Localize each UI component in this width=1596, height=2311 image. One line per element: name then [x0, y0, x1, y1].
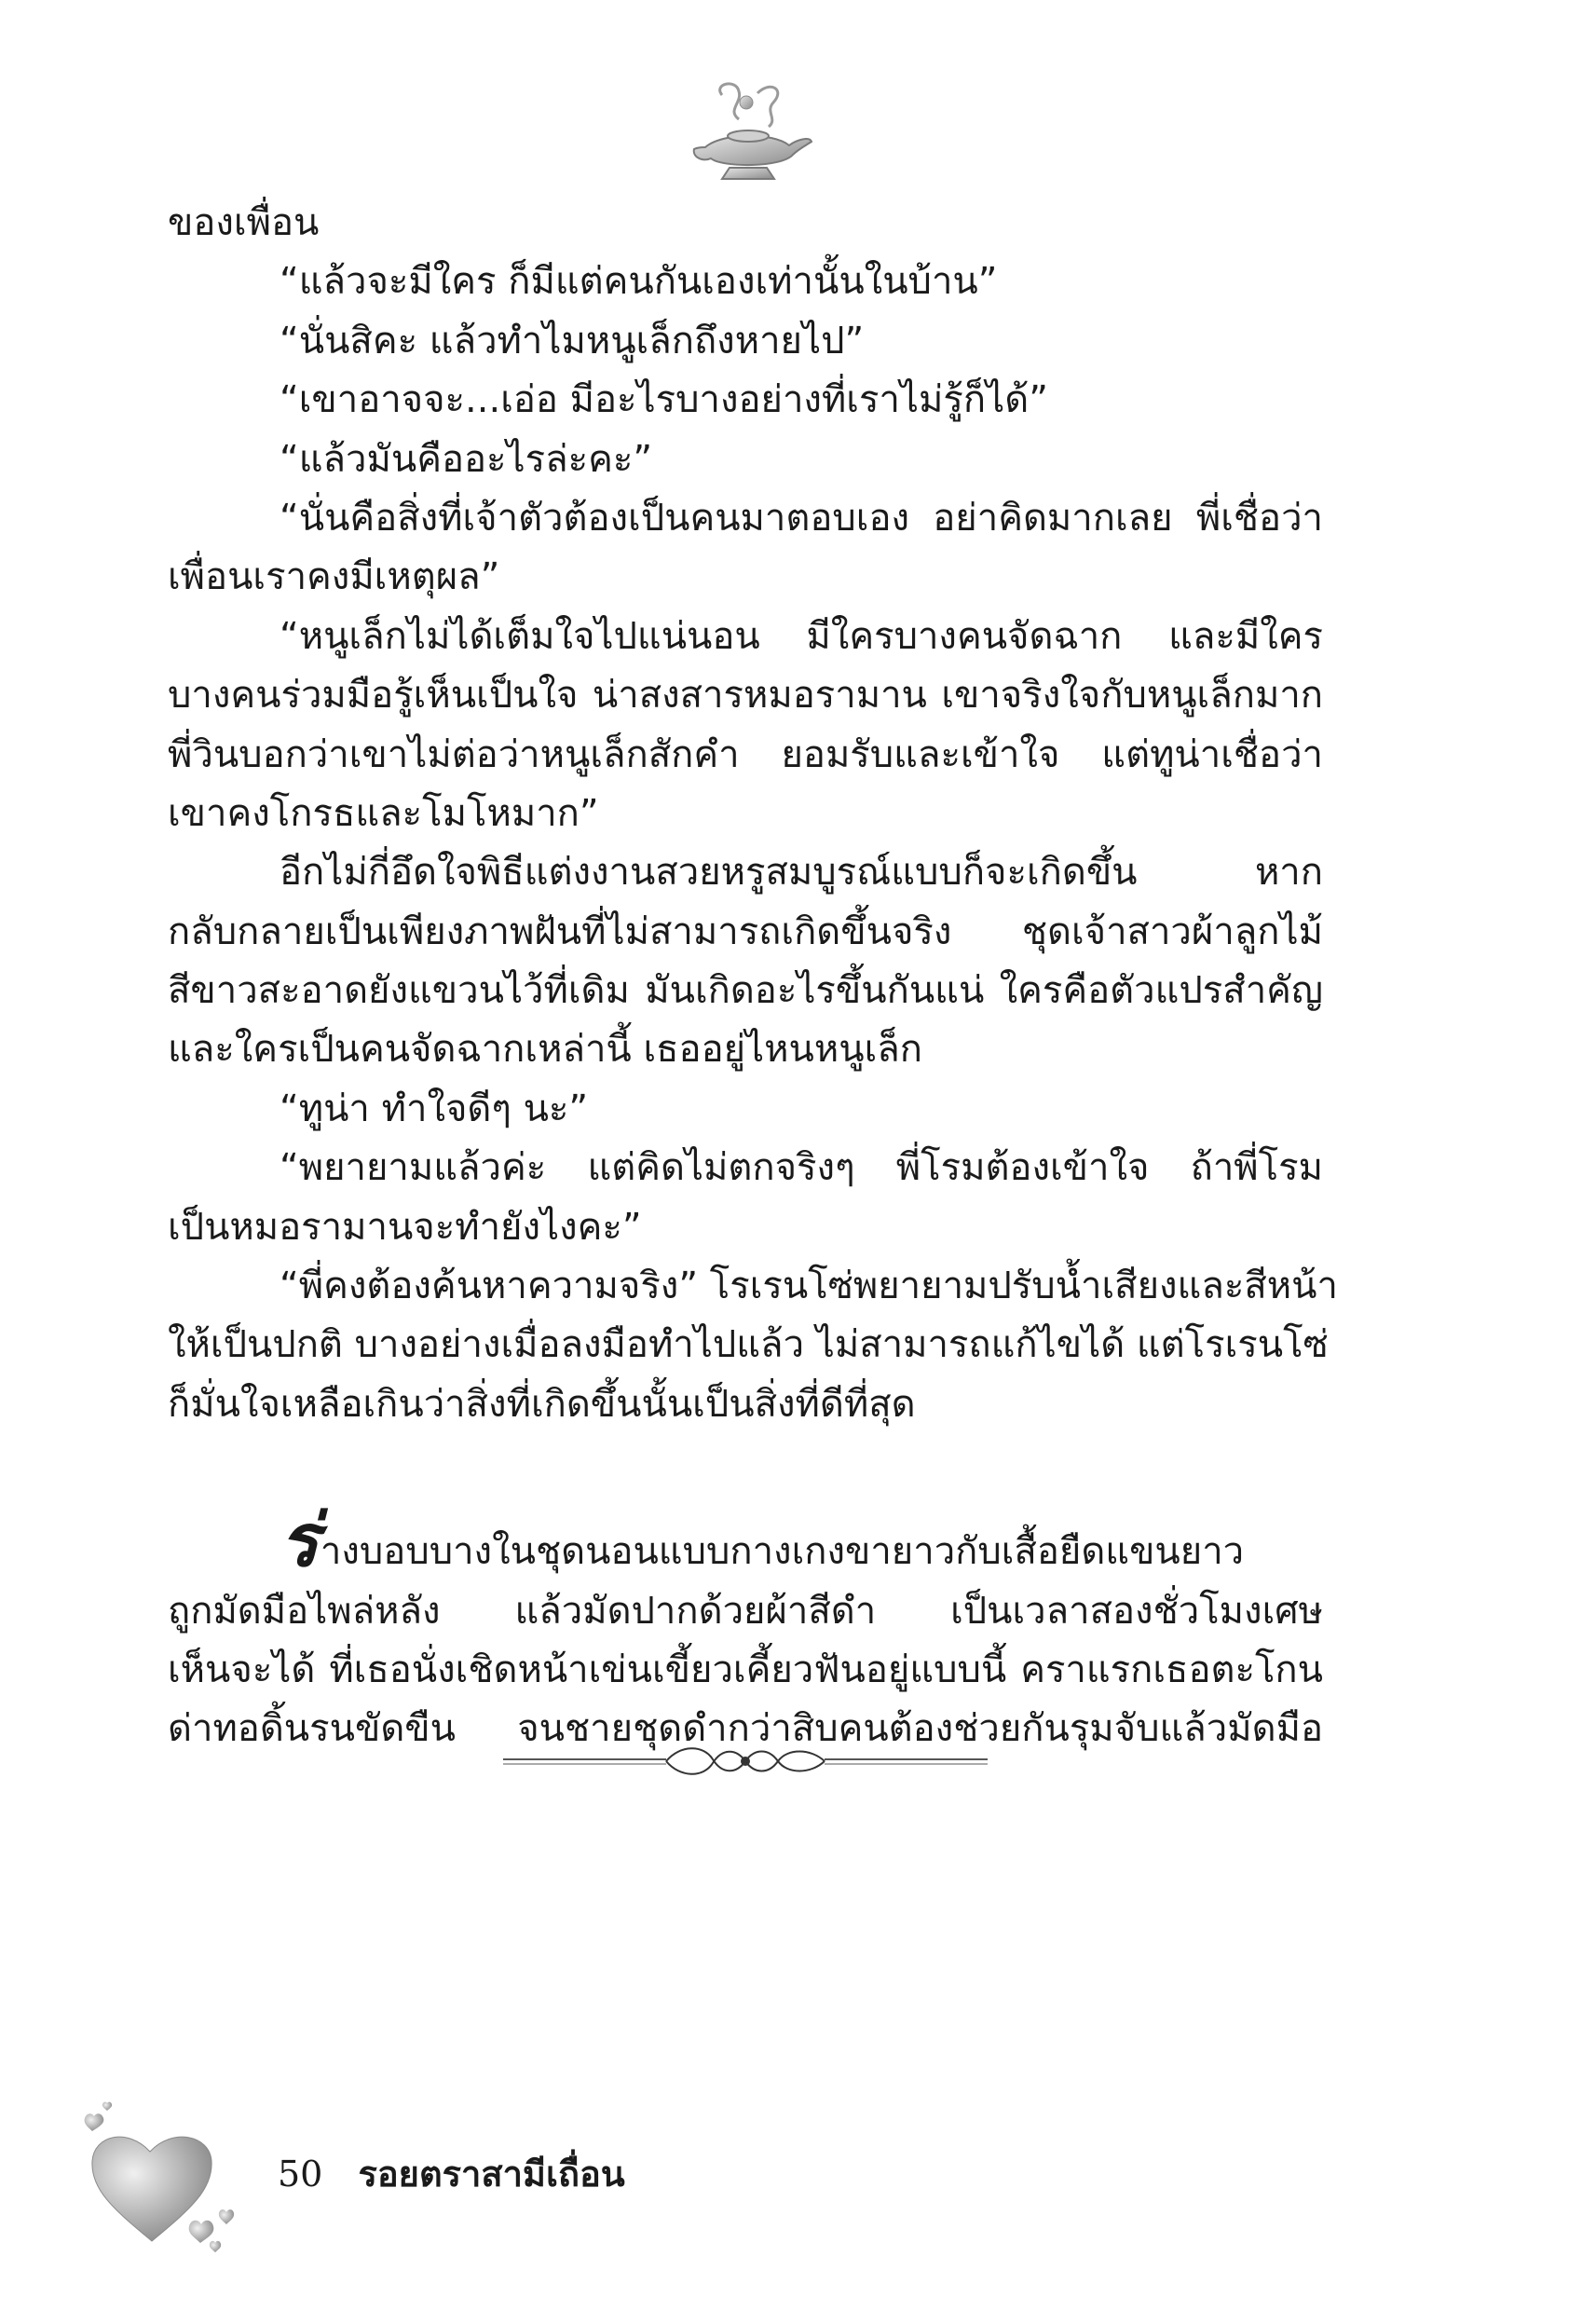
text-line — [168, 371, 1323, 430]
hearts-icon — [79, 2101, 256, 2260]
text-line — [168, 489, 1323, 548]
line-text: “ทูน่า ทำใจดีๆ นะ” — [280, 1087, 589, 1130]
text-line — [168, 903, 1323, 962]
line-text: ด่าทอดิ้นรนขัดขืน จนชายชุดดำกว่าสิบคนต้องช่วยกันรุมจับแล้วมัดมือ — [168, 1707, 1323, 1751]
page-number: 50 — [278, 2154, 323, 2195]
body-text — [168, 194, 1338, 1759]
line-text: “หนูเล็กไม่ได้เต็มใจไปแน่นอน มีใครบางคนจัดฉาก และมีใคร — [280, 614, 1323, 658]
line-text: “แล้วจะมีใคร ก็มีแต่คนกันเองเท่านั้นในบ้าน” — [280, 260, 998, 304]
drop-cap: ร่ — [280, 1499, 319, 1584]
text-line — [168, 666, 1323, 725]
line-text: สีขาวสะอาดยังแขวนไว้ที่เดิม มันเกิดอะไรขึ้นกันแน่ ใครคือตัวแปรสำคัญ — [168, 969, 1323, 1013]
text-line — [168, 1080, 1323, 1139]
line-text: พี่วินบอกว่าเขาไม่ต่อว่าหนูเล็กสักคำ ยอมรับและเข้าใจ แต่ทูน่าเชื่อว่า — [168, 732, 1323, 776]
text-line — [168, 962, 1323, 1020]
line-text: างบอบบางในชุดนอนแบบกางเกงขายาวกับเสื้อยืดแขนยาว — [320, 1530, 1245, 1574]
line-text: “พยายามแล้วค่ะ แต่คิดไม่ตกจริงๆ พี่โรมต้องเข้าใจ ถ้าพี่โรม — [280, 1146, 1323, 1190]
text-line — [168, 548, 1323, 607]
book-title: รอยตราสามีเถื่อน — [358, 2154, 625, 2195]
line-text: “พี่คงต้องค้นหาความจริง” โรเรนโซ่พยายามปรับน้ำเสียงและสีหน้า — [280, 1265, 1338, 1308]
line-text: เพื่อนเราคงมีเหตุผล” — [168, 555, 500, 599]
line-text: ให้เป็นปกติ บางอย่างเมื่อลงมือทำไปแล้ว ไม่สามารถแก้ไขได้ แต่โรเรนโซ่ — [168, 1323, 1329, 1367]
line-text: กลับกลายเป็นเพียงภาพฝันที่ไม่สามารถเกิดขึ้นจริง ชุดเจ้าสาวผ้าลูกไม้ — [168, 909, 1323, 953]
text-line — [168, 608, 1323, 666]
line-text: ของเพื่อน — [168, 201, 320, 244]
text-line — [168, 1316, 1329, 1374]
line-text: และใครเป็นคนจัดฉากเหล่านี้ เธออยู่ไหนหนูเล็ก — [168, 1028, 922, 1072]
scene-break-space — [168, 1434, 1323, 1523]
text-line — [168, 726, 1323, 785]
text-line — [168, 194, 1323, 253]
text-line — [168, 785, 1323, 843]
text-line — [168, 312, 1323, 371]
line-text: ก็มั่นใจเหลือเกินว่าสิ่งที่เกิดขึ้นนั้นเป็นสิ่งที่ดีที่สุด — [168, 1382, 916, 1426]
text-line — [168, 1641, 1323, 1700]
line-text: “แล้วมันคืออะไรล่ะคะ” — [280, 437, 653, 481]
line-text: “นั่นสิคะ แล้วทำไมหนูเล็กถึงหายไป” — [280, 319, 865, 362]
text-line — [168, 1198, 1323, 1257]
line-text: เห็นจะได้ ที่เธอนั่งเชิดหน้าเข่นเขี้ยวเคี้ยวฟันอยู่แบบนี้ คราแรกเธอตะโกน — [168, 1648, 1323, 1691]
scroll-divider-icon — [503, 1733, 988, 1789]
text-line — [168, 431, 1323, 489]
line-text: เป็นหมอรามานจะทำยังไงคะ” — [168, 1205, 642, 1249]
text-line — [168, 1499, 1323, 1584]
text-line — [168, 253, 1323, 311]
text-line — [168, 1139, 1323, 1197]
text-line — [168, 1375, 1323, 1434]
text-line — [168, 1582, 1323, 1641]
page-footer — [278, 2145, 625, 2202]
line-text: อีกไม่กี่อึดใจพิธีแต่งงานสวยหรูสมบูรณ์แบบก็จะเกิดขึ้น หาก — [280, 851, 1323, 895]
line-text: ถูกมัดมือไพล่หลัง แล้วมัดปากด้วยผ้าสีดำ เป็นเวลาสองชั่วโมงเศษ — [168, 1589, 1323, 1633]
text-line — [168, 1020, 1323, 1079]
text-line — [168, 1257, 1338, 1316]
line-text: “เขาอาจจะ...เอ่อ มีอะไรบางอย่างที่เราไม่รู้ก็ได้” — [280, 378, 1048, 422]
line-text: เขาคงโกรธและโมโหมาก” — [168, 791, 599, 835]
text-line — [168, 843, 1323, 902]
line-text: “นั่นคือสิ่งที่เจ้าตัวต้องเป็นคนมาตอบเอง อย่าคิดมากเลย พี่เชื่อว่า — [280, 496, 1323, 540]
line-text: บางคนร่วมมือรู้เห็นเป็นใจ น่าสงสารหมอรามาน เขาจริงใจกับหนูเล็กมาก — [168, 674, 1323, 718]
genie-lamp-icon — [685, 75, 815, 191]
